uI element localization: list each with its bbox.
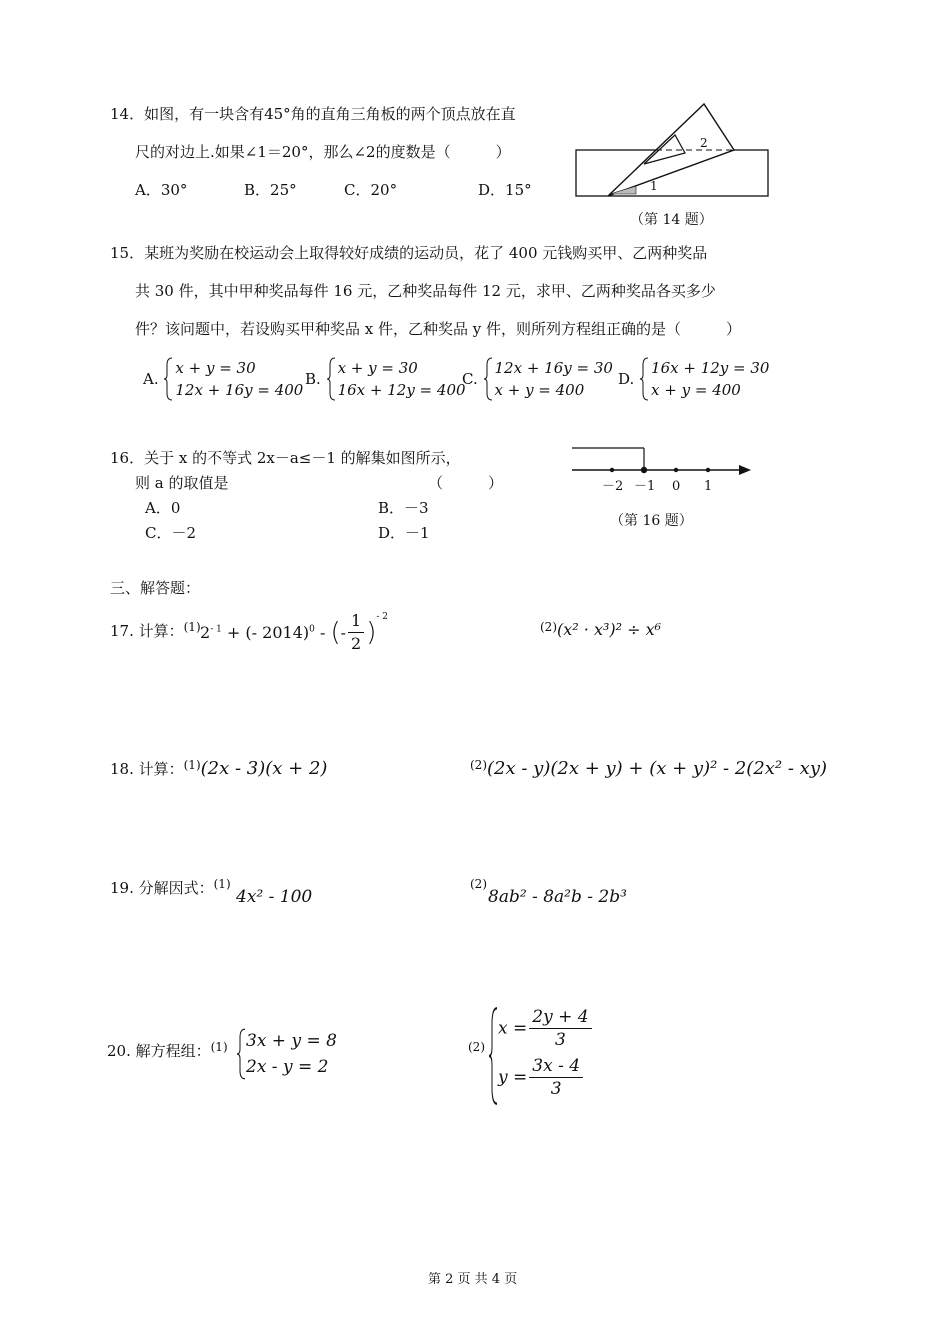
q18-part2-marker: (2) xyxy=(470,758,487,772)
q20-p2-frac1 xyxy=(529,1006,591,1051)
q15-d-eq2: x + y = 400 xyxy=(651,381,741,399)
q16-tick-0: 0 xyxy=(672,479,681,494)
q20-p2-num1: 2y + 4 xyxy=(529,1006,591,1029)
q15-b-eq1: x + y = 30 xyxy=(337,359,418,377)
q17-inner-minus: - xyxy=(340,623,347,642)
q19-label: 19. 分解因式： xyxy=(110,879,214,897)
q16-answer-paren: （ ） xyxy=(428,474,504,492)
q15-option-c-label: C. xyxy=(462,370,478,388)
q17-base: 2 xyxy=(200,623,211,642)
q20-p2-den2: 3 xyxy=(550,1079,562,1099)
q16-caption: （第 16 题） xyxy=(610,513,693,529)
q17-label: 17. 计算： xyxy=(110,622,184,640)
q20-p2-den1: 3 xyxy=(554,1030,566,1050)
q18-row xyxy=(110,758,327,779)
q17-part2-marker: (2) xyxy=(540,620,557,634)
q17-row xyxy=(110,620,201,641)
q20-part2-marker: (2) xyxy=(468,1040,485,1054)
q15-line3: 件？该问题中，若设购买甲种奖品 x 件，乙种奖品 y 件，则所列方程组正确的是（ ） xyxy=(135,320,742,338)
q15-c-eq1: 12x + 16y = 30 xyxy=(494,359,613,377)
q18-part2 xyxy=(470,758,827,779)
q20-p2-num2: 3x - 4 xyxy=(529,1055,583,1078)
q16-option-b: B．－3 xyxy=(378,499,429,517)
q17-fraction-num: 1 xyxy=(348,610,364,633)
q16-line2: 则 a 的取值是 xyxy=(135,474,229,492)
page-footer: 第 2 页 共 4 页 xyxy=(428,1272,518,1287)
q15-option-d-system xyxy=(639,357,769,401)
q20-p2-lhs1: x = xyxy=(498,1018,528,1039)
q19-part2-expression: 8ab² - 8a²b - 2b³ xyxy=(488,887,627,907)
q20-p2-lhs2: y = xyxy=(498,1067,528,1088)
q16-number-line xyxy=(568,440,758,500)
q15-d-eq1: 16x + 12y = 30 xyxy=(651,359,770,377)
q15-line2: 共 30 件，其中甲种奖品每件 16 元，乙种奖品每件 12 元，求甲、乙两种奖品各买多少 xyxy=(135,282,716,300)
q15-option-b-label: B. xyxy=(305,370,321,388)
q19-row xyxy=(110,877,231,898)
q17-part1-expression: $2^{- 1}$ + (- 2014)$^0$ - (- $\frac{1}{2}$ )$^{- 2}$ xyxy=(200,611,388,653)
q16-tick-1: 1 xyxy=(704,479,713,494)
q14-angle2-label: 2 xyxy=(700,136,708,150)
q15-a-eq1: x + y = 30 xyxy=(175,359,256,377)
q15-option-d-label: D. xyxy=(618,370,635,388)
q16-tick-minus2: －2 xyxy=(602,479,624,494)
q15-line1: 15．某班为奖励在校运动会上取得较好成绩的运动员，花了 400 元钱购买甲、乙两种奖品 xyxy=(110,244,708,262)
q16-option-a: A．0 xyxy=(145,499,181,517)
q20-part2-system xyxy=(488,1006,594,1100)
q14-option-c: C．20° xyxy=(344,181,398,199)
q15-a-eq2: 12x + 16y = 400 xyxy=(175,381,304,399)
q18-part1-expression: (2x - 3)(x + 2) xyxy=(200,758,328,779)
q17-part2-expression: (x² · x³)² ÷ x⁶ xyxy=(557,620,662,639)
q15-option-b xyxy=(305,357,466,401)
q19-part1-expression: 4x² - 100 xyxy=(236,887,313,907)
q20-label: 20. 解方程组： xyxy=(107,1042,211,1060)
q15-b-eq2: 16x + 12y = 400 xyxy=(337,381,466,399)
q16-line1: 16．关于 x 的不等式 2x－a≤－1 的解集如图所示， xyxy=(110,449,461,467)
q17-plus: + xyxy=(226,623,241,642)
q18-label: 18. 计算： xyxy=(110,760,184,778)
q14-option-d: D．15° xyxy=(478,181,532,199)
q19-part2-marker: (2) xyxy=(470,877,487,891)
q17-exp1: - 1 xyxy=(210,624,222,635)
q15-c-eq2: x + y = 400 xyxy=(494,381,585,399)
q15-option-b-system xyxy=(326,357,466,401)
section-3-heading: 三、解答题： xyxy=(110,579,201,597)
q16-tick-minus1: －1 xyxy=(634,479,656,494)
q18-part1-marker: (1) xyxy=(183,758,201,772)
q20-p1-eq1: 3x + y = 8 xyxy=(246,1031,337,1051)
q17-minus: - xyxy=(319,623,326,642)
q20-row xyxy=(107,1040,228,1061)
q15-option-d xyxy=(618,357,769,401)
q20-p2-frac2 xyxy=(529,1055,583,1100)
q20-p1-eq2: 2x - y = 2 xyxy=(246,1057,329,1077)
q17-exp0: 0 xyxy=(309,624,315,635)
q17-exp2: - 2 xyxy=(376,612,388,622)
q14-line2: 尺的对边上.如果∠1＝20°，那么∠2的度数是（ ） xyxy=(135,143,511,161)
q17-part1-marker: (1) xyxy=(183,620,201,634)
q17-fraction-den: 2 xyxy=(351,634,362,653)
q14-option-b: B．25° xyxy=(244,181,297,199)
q15-option-a-label: A. xyxy=(143,370,159,388)
q15-option-c xyxy=(462,357,613,401)
q18-part2-expression: (2x - y)(2x + y) + (x + y)² - 2(2x² - xy) xyxy=(487,758,828,779)
q17-fraction xyxy=(348,610,364,655)
q14-angle1-label: 1 xyxy=(650,179,658,193)
q15-option-a-system xyxy=(163,357,303,401)
q14-option-a: A．30° xyxy=(135,181,188,199)
q19-part1-marker: (1) xyxy=(213,877,231,891)
q16-option-c: C．－2 xyxy=(145,524,197,542)
q15-option-c-system xyxy=(483,357,613,401)
q20-part1-marker: (1) xyxy=(210,1040,228,1054)
q20-part1-system xyxy=(236,1028,337,1080)
q17-part2 xyxy=(540,620,661,639)
q14-line1: 14．如图，有一块含有45°角的直角三角板的两个顶点放在直 xyxy=(110,105,516,123)
q16-option-d: D．－1 xyxy=(378,524,430,542)
q15-option-a xyxy=(143,357,303,401)
q14-caption: （第 14 题） xyxy=(630,212,713,228)
q17-year: (- 2014) xyxy=(245,623,310,642)
q14-figure xyxy=(572,100,772,204)
